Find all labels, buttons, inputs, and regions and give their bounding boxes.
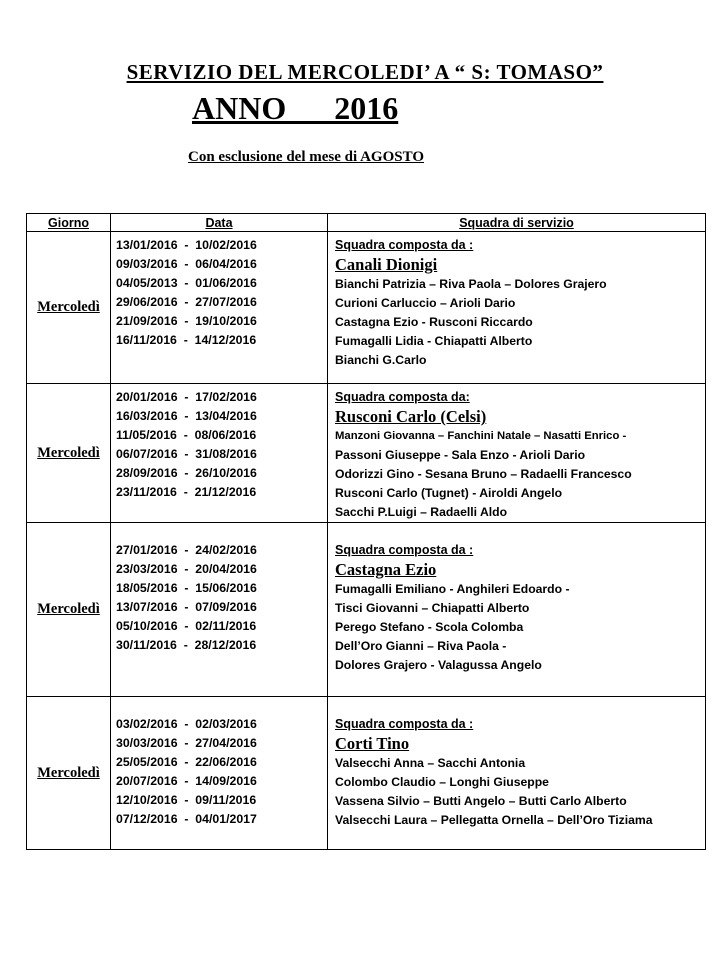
date-range: 20/01/2016 - 17/02/2016 (116, 390, 257, 404)
team-member-line: Bianchi G.Carlo (335, 353, 427, 367)
date-range: 06/07/2016 - 31/08/2016 (116, 447, 257, 461)
schedule-row (27, 232, 706, 384)
team-leader: Corti Tino (335, 734, 410, 753)
date-range: 30/03/2016 - 27/04/2016 (116, 736, 257, 750)
team-member-line: Valsecchi Laura – Pellegatta Ornella – Dell’Oro Tiziama (335, 813, 653, 827)
team-member-line: Colombo Claudio – Longhi Giuseppe (335, 775, 549, 789)
team-member-line: Valsecchi Anna – Sacchi Antonia (335, 756, 526, 770)
date-range: 13/07/2016 - 07/09/2016 (116, 600, 257, 614)
document-title: SERVIZIO DEL MERCOLEDI’ A “ S: TOMASO” (126, 60, 604, 84)
date-range: 21/09/2016 - 19/10/2016 (116, 314, 257, 328)
team-member-line: Vassena Silvio – Butti Angelo – Butti Carlo Alberto (335, 794, 627, 808)
header-giorno: Giorno (27, 214, 111, 232)
team-leader: Canali Dionigi (335, 255, 438, 274)
team-cell (328, 384, 706, 523)
date-range: 23/11/2016 - 21/12/2016 (116, 485, 257, 499)
team-member-line: Perego Stefano - Scola Colomba (335, 620, 524, 634)
header-squadra: Squadra di servizio (328, 214, 706, 232)
team-cell (328, 523, 706, 697)
team-member-line: Curioni Carluccio – Arioli Dario (335, 296, 516, 310)
team-intro: Squadra composta da : (335, 238, 474, 252)
team-member-line: Dolores Grajero - Valagussa Angelo (335, 658, 542, 672)
date-range: 28/09/2016 - 26/10/2016 (116, 466, 257, 480)
date-range: 04/05/2013 - 01/06/2016 (116, 276, 257, 290)
year-heading: ANNO 2016 (192, 90, 399, 126)
dates-cell (111, 232, 328, 384)
schedule-row (27, 384, 706, 523)
day-cell: Mercoledì (27, 697, 111, 850)
schedule-row (27, 697, 706, 850)
date-range: 30/11/2016 - 28/12/2016 (116, 638, 257, 652)
date-range: 23/03/2016 - 20/04/2016 (116, 562, 257, 576)
team-member-line: Odorizzi Gino - Sesana Bruno – Radaelli Francesco (335, 467, 632, 481)
schedule-table (26, 213, 706, 850)
team-member-line: Fumagalli Lidia - Chiapatti Alberto (335, 334, 533, 348)
team-member-line: Sacchi P.Luigi – Radaelli Aldo (335, 505, 508, 519)
table-header-row (27, 214, 706, 232)
team-intro: Squadra composta da : (335, 717, 474, 731)
subtitle: Con esclusione del mese di AGOSTO (188, 149, 425, 165)
header-data: Data (111, 214, 328, 232)
dates-cell (111, 697, 328, 850)
date-range: 20/07/2016 - 14/09/2016 (116, 774, 257, 788)
team-intro: Squadra composta da: (335, 390, 470, 404)
team-member-line: Dell’Oro Gianni – Riva Paola - (335, 639, 507, 653)
date-range: 25/05/2016 - 22/06/2016 (116, 755, 257, 769)
date-range: 11/05/2016 - 08/06/2016 (116, 428, 257, 442)
team-member-line: Bianchi Patrizia – Riva Paola – Dolores Grajero (335, 277, 607, 291)
day-cell: Mercoledì (27, 384, 111, 523)
date-range: 03/02/2016 - 02/03/2016 (116, 717, 257, 731)
date-range: 16/03/2016 - 13/04/2016 (116, 409, 257, 423)
date-range: 12/10/2016 - 09/11/2016 (116, 793, 257, 807)
date-range: 09/03/2016 - 06/04/2016 (116, 257, 257, 271)
team-cell (328, 232, 706, 384)
team-cell (328, 697, 706, 850)
day-cell: Mercoledì (27, 523, 111, 697)
team-member-line: Rusconi Carlo (Tugnet) - Airoldi Angelo (335, 486, 563, 500)
date-range: 13/01/2016 - 10/02/2016 (116, 238, 257, 252)
date-range: 05/10/2016 - 02/11/2016 (116, 619, 257, 633)
team-member-line: Manzoni Giovanna – Fanchini Natale – Nasatti Enrico - (335, 430, 627, 442)
team-member-line: Passoni Giuseppe - Sala Enzo - Arioli Dario (335, 448, 586, 462)
team-member-line: Castagna Ezio - Rusconi Riccardo (335, 315, 533, 329)
date-range: 27/01/2016 - 24/02/2016 (116, 543, 257, 557)
dates-cell (111, 384, 328, 523)
team-intro: Squadra composta da : (335, 543, 474, 557)
team-member-line: Tisci Giovanni – Chiapatti Alberto (335, 601, 530, 615)
dates-cell (111, 523, 328, 697)
schedule-row (27, 523, 706, 697)
date-range: 07/12/2016 - 04/01/2017 (116, 812, 257, 826)
date-range: 16/11/2016 - 14/12/2016 (116, 333, 257, 347)
date-range: 18/05/2016 - 15/06/2016 (116, 581, 257, 595)
team-leader: Castagna Ezio (335, 560, 437, 579)
team-leader: Rusconi Carlo (Celsi) (335, 407, 487, 426)
day-cell: Mercoledì (27, 232, 111, 384)
date-range: 29/06/2016 - 27/07/2016 (116, 295, 257, 309)
team-member-line: Fumagalli Emiliano - Anghileri Edoardo - (335, 582, 570, 596)
